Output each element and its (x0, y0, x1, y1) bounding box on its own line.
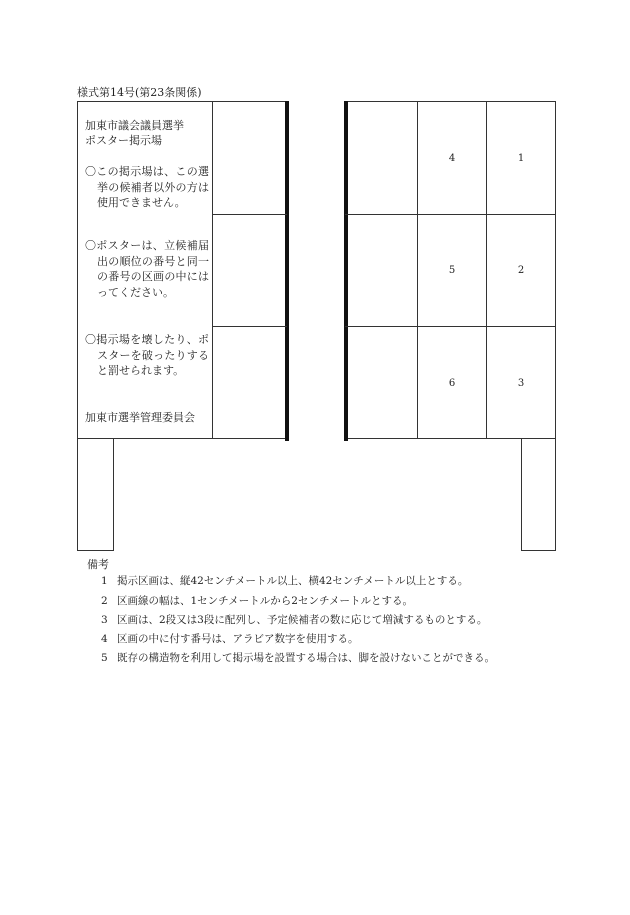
section-number: 1 (517, 152, 525, 164)
remark-text: 既存の構造物を利用して掲示場を設置する場合は、脚を設けないことができる。 (117, 652, 495, 664)
remark-item (101, 593, 413, 608)
remark-number: 4 (101, 633, 108, 645)
left-section-middle (213, 215, 287, 327)
notice-1-text: 〇この掲示場は、この選挙の候補者以外の方は使用できません。 (85, 165, 209, 209)
notice-2-text: 〇ポスターは、立候補届出の順位の番号と同一の番号の区画の中にはってください。 (85, 239, 209, 299)
left-section-bottom (213, 327, 287, 439)
remark-item (101, 612, 487, 627)
notice-panel (78, 102, 213, 438)
left-leg (77, 438, 114, 551)
remark-item (101, 631, 359, 646)
section-2 (487, 215, 555, 327)
remark-text: 掲示区画は、縦42センチメートル以上、横42センチメートル以上とする。 (117, 575, 469, 587)
board-title-line1: 加東市議会議員選挙 (85, 119, 184, 132)
remarks-title: 備考 (87, 558, 109, 571)
blank-section (345, 102, 418, 215)
right-leg (521, 438, 556, 551)
notice-3 (85, 332, 209, 379)
section-3 (487, 327, 555, 439)
remark-item (101, 573, 468, 588)
section-1 (487, 102, 555, 215)
board-title-line2: ポスター掲示場 (85, 134, 162, 147)
notice-2 (85, 238, 209, 300)
issuer: 加東市選挙管理委員会 (85, 411, 195, 424)
left-section-top (213, 102, 287, 215)
remark-number: 3 (101, 614, 108, 626)
right-board (345, 101, 556, 439)
section-6 (418, 327, 487, 439)
remark-number: 1 (101, 575, 108, 587)
remark-item (101, 650, 495, 665)
notice-3-text: 〇掲示場を壊したり、ポスターを破ったりすると罰せられます。 (85, 333, 209, 377)
section-number: 3 (517, 377, 525, 389)
remark-text: 区画は、2段又は3段に配列し、予定候補者の数に応じて増減するものとする。 (117, 614, 488, 626)
section-number: 5 (448, 265, 456, 276)
form-number: 様式第14号(第23条関係) (77, 86, 202, 99)
remark-text: 区画の中に付す番号は、アラビア数字を使用する。 (117, 633, 359, 645)
section-5 (418, 215, 487, 327)
blank-section (345, 327, 418, 439)
section-number: 4 (448, 152, 456, 164)
remark-number: 5 (101, 652, 108, 664)
remark-number: 2 (101, 595, 108, 607)
section-4 (418, 102, 487, 215)
remark-text: 区画線の幅は、1センチメートルから2センチメートルとする。 (117, 595, 414, 607)
left-board (77, 101, 287, 439)
section-number: 6 (448, 377, 456, 389)
notice-1 (85, 164, 209, 211)
blank-section (345, 215, 418, 327)
section-number: 2 (517, 265, 525, 276)
